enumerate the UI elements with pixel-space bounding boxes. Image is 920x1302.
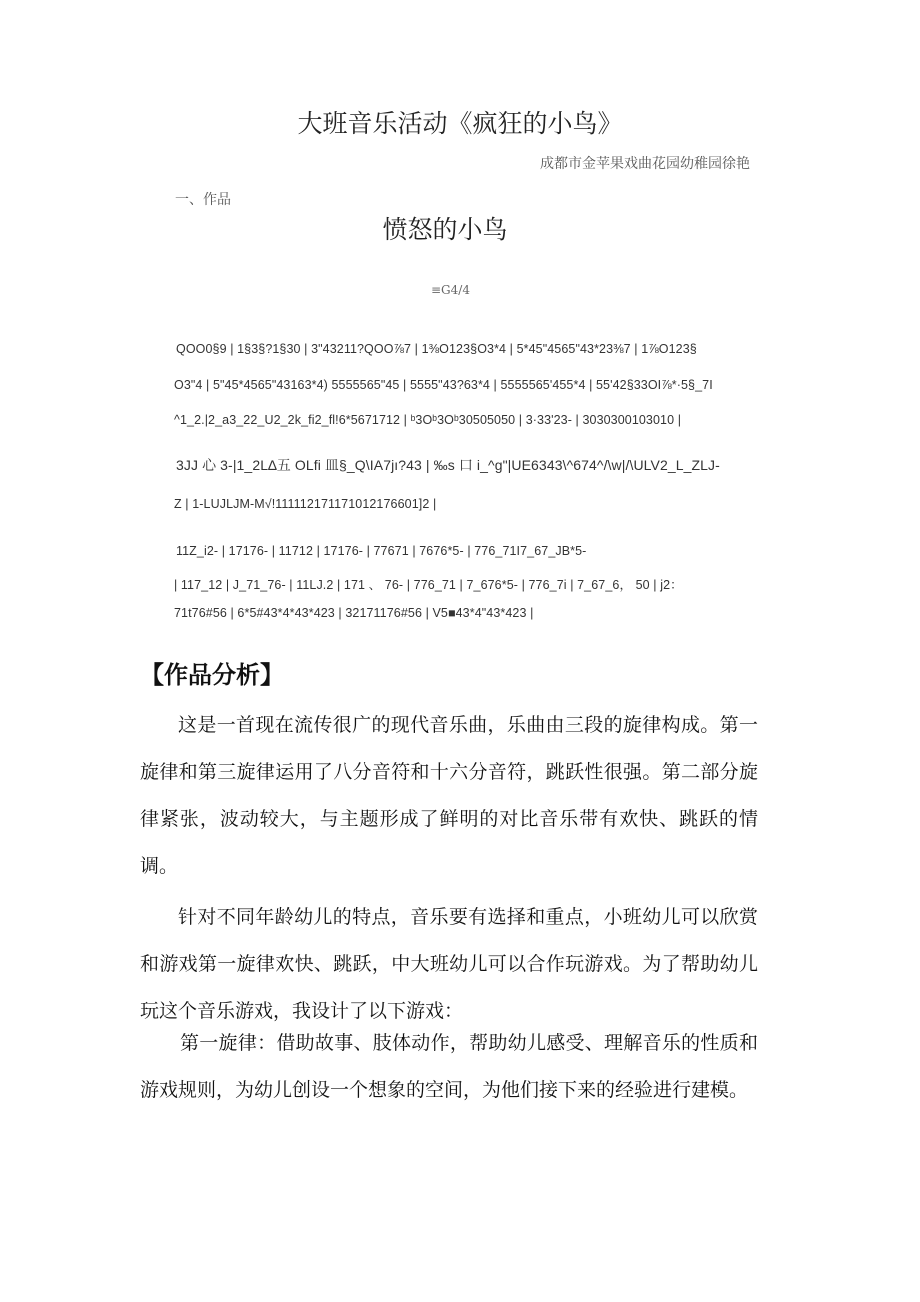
analysis-paragraph: 第一旋律：借助故事、肢体动作，帮助幼儿感受、理解音乐的性质和游戏规则，为幼儿创设一个想象的空间，为他们接下来的经验进行建模。 (140, 1032, 758, 1101)
analysis-paragraph: 这是一首现在流传很广的现代音乐曲，乐曲由三段的旋律构成。第一旋律和第三旋律运用了八分音符和十六分音符，跳跃性很强。第二部分旋律紧张，波动较大，与主题形成了鲜明的对比音乐带有欢快、跳跃的情调。 (140, 714, 758, 877)
analysis-paragraph: 针对不同年龄幼儿的特点，音乐要有选择和重点，小班幼儿可以欣赏和游戏第一旋律欢快、跳跃，中大班幼儿可以合作玩游戏。为了帮助幼儿玩这个音乐游戏，我设计了以下游戏： (140, 906, 758, 1022)
score-line: QOO0§9 | 1§3§?1§30 | 3"43211?QOO⅞7 | 1⅜O123§O3*4 | 5*45"4565"43*23⅜7 | 1⅞O123§ (176, 342, 697, 356)
score-line: ^1_2.|2_a3_22_U2_2k_fi2_fl!6*5671712 | ᵇ3Oᵇ3Oᵇ30505050 | 3·33'23- | 3030300103010 | (174, 413, 682, 427)
score-line: 3JJ 心 3-|1_2L∆五 OLfi 皿§_Q\IA7jı?43 | ‰s 口 i_^g"|UE6343\^674^/\w|/\ULV2_L_ZLJ- (176, 457, 720, 473)
score-line: 71t76#56 | 6*5#43*4*43*423 | 32171176#56 | V5■43*4"43*423 | (174, 606, 534, 620)
score-line: 11Z_i2- | 17176- | 11712 | 17176- | 77671 | 7676*5- | 776_71I7_67_JB*5- (176, 544, 587, 558)
section-label-works: 一、作品 (175, 192, 231, 208)
analysis-heading: 【作品分析】 (140, 660, 284, 689)
score-line: | 117_12 | J_71_76- | 11LJ.2 | 171 、 76- | 776_71 | 7_676*5- | 776_7i | 7_67_6， 50 | j2： (174, 578, 683, 592)
author-line: 成都市金苹果戏曲花园幼稚园徐艳 (540, 156, 750, 172)
key-signature: ≡G4/4 (431, 283, 470, 297)
score-line: O3"4 | 5"45*4565"43163*4) 5555565"45 | 5555"43?63*4 | 5555565'455*4 | 55'42§33OI⅞*·5§_7I (174, 378, 713, 392)
score-line: Z | 1-LUJLJM-M√!111112171171012176601]2 | (174, 497, 437, 511)
document-title: 大班音乐活动《疯狂的小鸟》 (297, 109, 623, 138)
song-title: 愤怒的小鸟 (382, 215, 508, 244)
